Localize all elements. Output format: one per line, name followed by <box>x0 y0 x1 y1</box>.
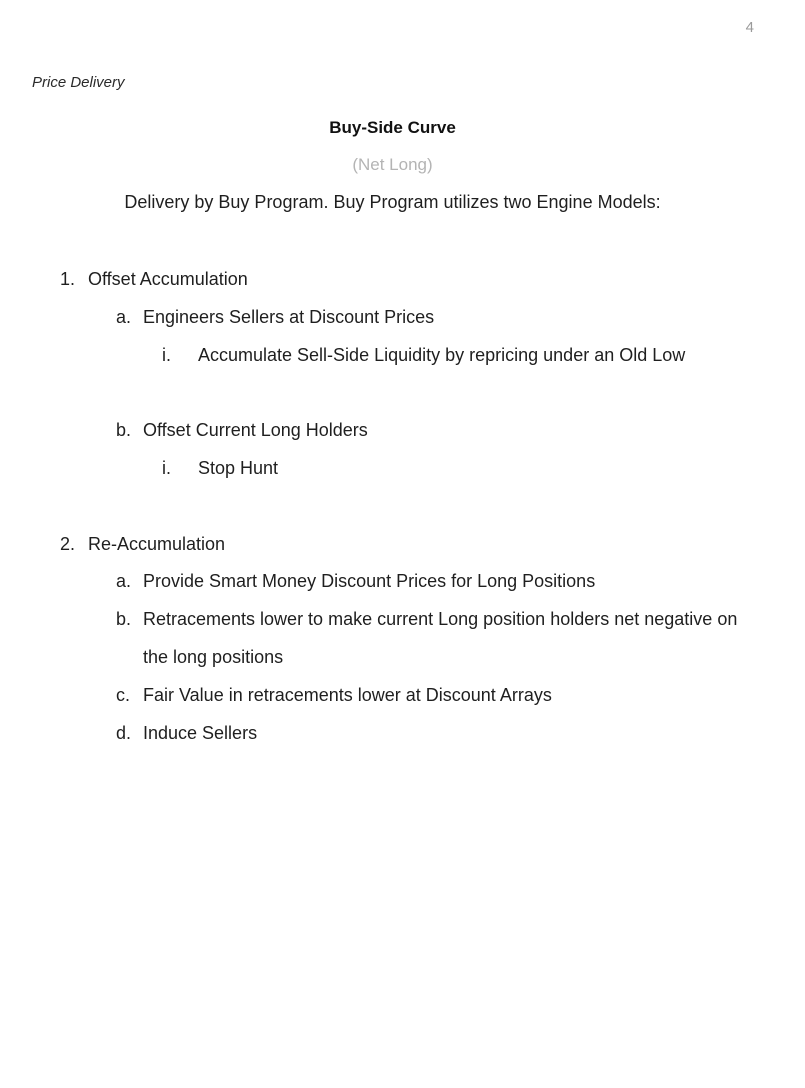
list-item-offset-accumulation: Offset Accumulation <box>88 269 248 289</box>
section-title: Buy-Side Curve <box>329 118 456 137</box>
section-subtitle: (Net Long) <box>352 155 433 174</box>
list-item-stop-hunt: Stop Hunt <box>198 458 279 478</box>
list-item-fair-value: Fair Value in retracements lower at Discount Arrays <box>143 685 552 705</box>
list-item-induce-sellers: Induce Sellers <box>143 723 258 743</box>
running-header: Price Delivery <box>32 74 125 91</box>
list-item-re-accumulation: Re-Accumulation <box>88 534 226 554</box>
list-marker: b. <box>116 420 132 440</box>
list-marker: i. <box>162 458 171 478</box>
list-item-accumulate-liquidity: Accumulate Sell-Side Liquidity by repricing under an Old Low <box>198 345 686 365</box>
list-marker: i. <box>162 345 171 365</box>
page-number: 4 <box>745 19 754 36</box>
list-item-discount-prices: Provide Smart Money Discount Prices for Long Positions <box>143 571 596 591</box>
list-marker: b. <box>116 609 132 629</box>
list-marker: a. <box>116 307 132 327</box>
list-marker: d. <box>116 723 132 743</box>
list-item-offset-long-holders: Offset Current Long Holders <box>143 420 368 440</box>
list-marker: c. <box>116 685 131 705</box>
list-item-continuation: the long positions <box>143 647 284 667</box>
list-marker: 1. <box>60 269 76 289</box>
list-item-engineers-sellers: Engineers Sellers at Discount Prices <box>143 307 435 327</box>
list-marker: a. <box>116 571 132 591</box>
intro-paragraph: Delivery by Buy Program. Buy Program utilizes two Engine Models: <box>124 192 661 212</box>
list-marker: 2. <box>60 534 76 554</box>
list-item-retracements-lower: Retracements lower to make current Long position holders net negative on <box>143 609 738 629</box>
